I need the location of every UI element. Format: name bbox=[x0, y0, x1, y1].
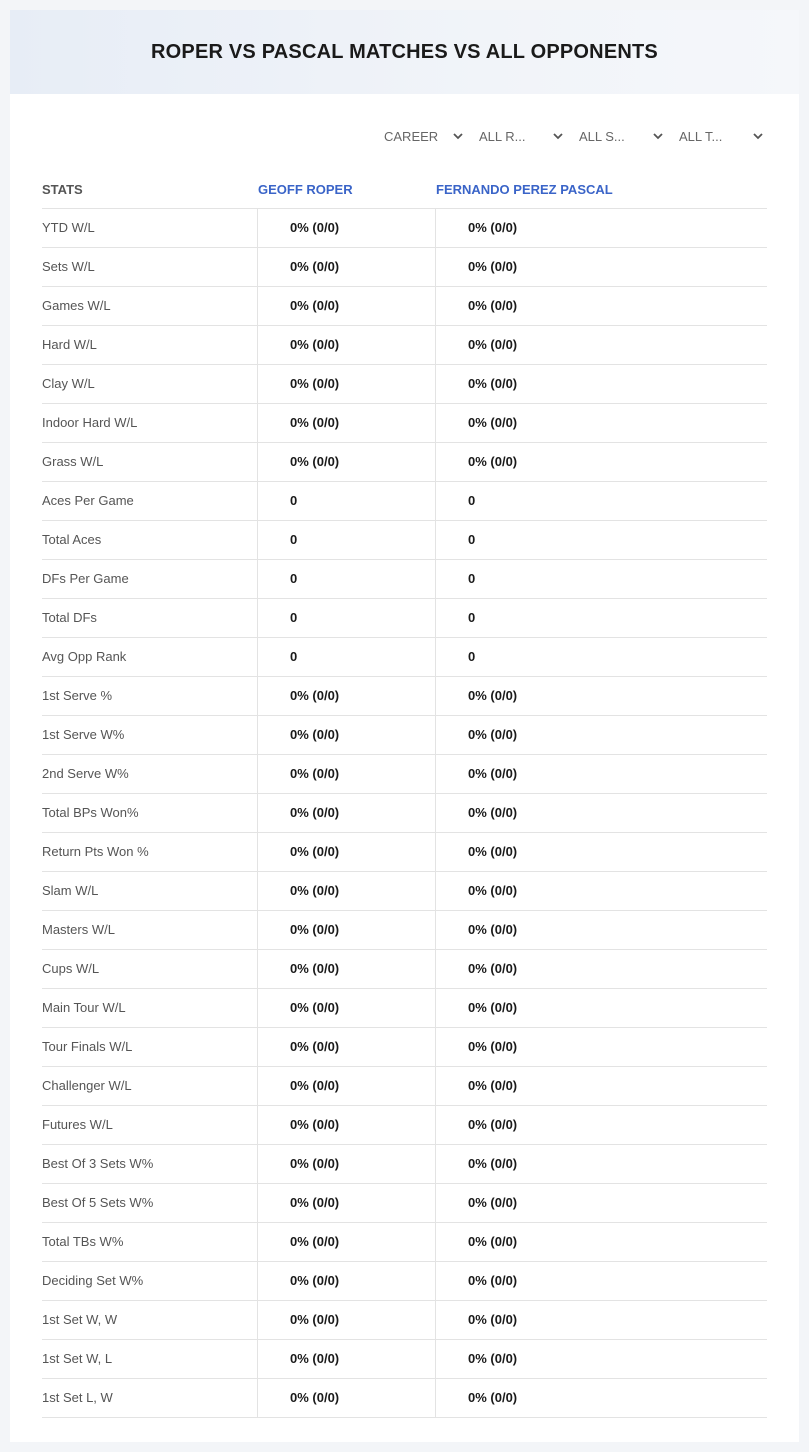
player2-value: 0% (0/0) bbox=[435, 794, 767, 832]
player2-value: 0% (0/0) bbox=[435, 1379, 767, 1417]
filter-label: ALL S... bbox=[579, 128, 625, 144]
stat-label: Best Of 3 Sets W% bbox=[42, 1156, 154, 1171]
table-row bbox=[42, 1184, 767, 1223]
player1-value: 0% (0/0) bbox=[257, 716, 434, 754]
player1-value: 0 bbox=[257, 521, 434, 559]
chevron-down-icon bbox=[452, 130, 464, 142]
player1-value: 0 bbox=[257, 560, 434, 598]
player2-value: 0 bbox=[435, 521, 767, 559]
stats-table bbox=[42, 208, 767, 1418]
filter-bar bbox=[10, 126, 799, 148]
table-row bbox=[42, 872, 767, 911]
stat-label: Total BPs Won% bbox=[42, 805, 139, 820]
table-row bbox=[42, 1340, 767, 1379]
table-row bbox=[42, 326, 767, 365]
player2-value: 0% (0/0) bbox=[435, 989, 767, 1027]
table-header bbox=[42, 170, 767, 208]
stat-label: 1st Set L, W bbox=[42, 1390, 113, 1405]
player1-value: 0% (0/0) bbox=[257, 833, 434, 871]
player1-value: 0% (0/0) bbox=[257, 1301, 434, 1339]
player2-value: 0% (0/0) bbox=[435, 365, 767, 403]
stat-label: Return Pts Won % bbox=[42, 844, 149, 859]
player1-value: 0% (0/0) bbox=[257, 443, 434, 481]
stat-label: Sets W/L bbox=[42, 259, 95, 274]
table-row bbox=[42, 365, 767, 404]
player2-value: 0% (0/0) bbox=[435, 755, 767, 793]
player2-value: 0% (0/0) bbox=[435, 287, 767, 325]
stat-label: Masters W/L bbox=[42, 922, 115, 937]
table-row bbox=[42, 794, 767, 833]
player1-value: 0% (0/0) bbox=[257, 794, 434, 832]
stats-card bbox=[10, 10, 799, 1442]
table-row bbox=[42, 716, 767, 755]
player1-value: 0% (0/0) bbox=[257, 287, 434, 325]
stat-label: Total TBs W% bbox=[42, 1234, 124, 1249]
table-row bbox=[42, 1067, 767, 1106]
player1-value: 0% (0/0) bbox=[257, 404, 434, 442]
stat-label: Cups W/L bbox=[42, 961, 100, 976]
table-row bbox=[42, 248, 767, 287]
player1-value: 0 bbox=[257, 599, 434, 637]
chevron-down-icon bbox=[552, 130, 564, 142]
table-row bbox=[42, 755, 767, 794]
player2-value: 0% (0/0) bbox=[435, 716, 767, 754]
stat-label: Tour Finals W/L bbox=[42, 1039, 133, 1054]
table-row bbox=[42, 1223, 767, 1262]
player1-value: 0% (0/0) bbox=[257, 950, 434, 988]
table-row bbox=[42, 521, 767, 560]
player2-value: 0 bbox=[435, 482, 767, 520]
player1-value: 0 bbox=[257, 482, 434, 520]
player2-value: 0% (0/0) bbox=[435, 404, 767, 442]
player2-value: 0% (0/0) bbox=[435, 326, 767, 364]
table-row bbox=[42, 1106, 767, 1145]
chevron-down-icon bbox=[652, 130, 664, 142]
column-header-player1-link[interactable]: GEOFF ROPER bbox=[258, 182, 353, 197]
stat-label: Futures W/L bbox=[42, 1117, 113, 1132]
table-row bbox=[42, 404, 767, 443]
player2-value: 0% (0/0) bbox=[435, 1184, 767, 1222]
player1-value: 0% (0/0) bbox=[257, 911, 434, 949]
table-row bbox=[42, 677, 767, 716]
stat-label: Best Of 5 Sets W% bbox=[42, 1195, 154, 1210]
filter-tournament-select[interactable] bbox=[679, 126, 764, 146]
stat-label: Grass W/L bbox=[42, 454, 104, 469]
table-row bbox=[42, 1145, 767, 1184]
stat-label: 1st Set W, W bbox=[42, 1312, 118, 1327]
filter-surface-select[interactable] bbox=[579, 126, 664, 146]
player2-value: 0% (0/0) bbox=[435, 1301, 767, 1339]
table-row bbox=[42, 638, 767, 677]
column-header-stats: STATS bbox=[42, 182, 83, 197]
stat-label: Avg Opp Rank bbox=[42, 649, 127, 664]
table-row bbox=[42, 911, 767, 950]
stat-label: Total Aces bbox=[42, 532, 102, 547]
filter-period-select[interactable] bbox=[384, 126, 464, 146]
stat-label: DFs Per Game bbox=[42, 571, 129, 586]
player1-value: 0% (0/0) bbox=[257, 755, 434, 793]
stat-label: 2nd Serve W% bbox=[42, 766, 129, 781]
player1-value: 0% (0/0) bbox=[257, 989, 434, 1027]
table-row bbox=[42, 1262, 767, 1301]
table-row bbox=[42, 950, 767, 989]
player1-value: 0% (0/0) bbox=[257, 1145, 434, 1183]
stat-label: Hard W/L bbox=[42, 337, 97, 352]
player2-value: 0 bbox=[435, 560, 767, 598]
table-row bbox=[42, 287, 767, 326]
player2-value: 0% (0/0) bbox=[435, 1106, 767, 1144]
player2-value: 0% (0/0) bbox=[435, 677, 767, 715]
table-row bbox=[42, 599, 767, 638]
chevron-down-icon bbox=[752, 130, 764, 142]
card-header bbox=[10, 10, 799, 94]
table-row bbox=[42, 1028, 767, 1067]
table-row bbox=[42, 1301, 767, 1340]
player1-value: 0% (0/0) bbox=[257, 248, 434, 286]
stat-label: Main Tour W/L bbox=[42, 1000, 126, 1015]
filter-label: ALL T... bbox=[679, 128, 723, 144]
player2-value: 0% (0/0) bbox=[435, 1340, 767, 1378]
column-header-player2-link[interactable]: FERNANDO PEREZ PASCAL bbox=[436, 182, 613, 197]
table-row bbox=[42, 209, 767, 248]
player2-value: 0% (0/0) bbox=[435, 1262, 767, 1300]
player1-value: 0 bbox=[257, 638, 434, 676]
stat-label: Aces Per Game bbox=[42, 493, 134, 508]
player2-value: 0% (0/0) bbox=[435, 1028, 767, 1066]
stat-label: Indoor Hard W/L bbox=[42, 415, 138, 430]
table-row bbox=[42, 482, 767, 521]
stat-label: Clay W/L bbox=[42, 376, 95, 391]
player2-value: 0% (0/0) bbox=[435, 950, 767, 988]
table-row bbox=[42, 833, 767, 872]
player2-value: 0% (0/0) bbox=[435, 209, 767, 247]
stat-label: Games W/L bbox=[42, 298, 111, 313]
player2-value: 0% (0/0) bbox=[435, 833, 767, 871]
player2-value: 0% (0/0) bbox=[435, 1067, 767, 1105]
player1-value: 0% (0/0) bbox=[257, 677, 434, 715]
player1-value: 0% (0/0) bbox=[257, 872, 434, 910]
player1-value: 0% (0/0) bbox=[257, 326, 434, 364]
filter-round-select[interactable] bbox=[479, 126, 564, 146]
player2-value: 0% (0/0) bbox=[435, 1223, 767, 1261]
stat-label: Deciding Set W% bbox=[42, 1273, 144, 1288]
player2-value: 0 bbox=[435, 599, 767, 637]
player2-value: 0% (0/0) bbox=[435, 872, 767, 910]
player1-value: 0% (0/0) bbox=[257, 1262, 434, 1300]
player1-value: 0% (0/0) bbox=[257, 1379, 434, 1417]
stat-label: 1st Serve W% bbox=[42, 727, 125, 742]
stat-label: 1st Serve % bbox=[42, 688, 113, 703]
stat-label: YTD W/L bbox=[42, 220, 95, 235]
player1-value: 0% (0/0) bbox=[257, 1067, 434, 1105]
player1-value: 0% (0/0) bbox=[257, 1223, 434, 1261]
table-row bbox=[42, 443, 767, 482]
player1-value: 0% (0/0) bbox=[257, 1340, 434, 1378]
player1-value: 0% (0/0) bbox=[257, 1106, 434, 1144]
stat-label: Challenger W/L bbox=[42, 1078, 132, 1093]
player2-value: 0% (0/0) bbox=[435, 1145, 767, 1183]
player2-value: 0% (0/0) bbox=[435, 443, 767, 481]
filter-label: CAREER bbox=[384, 128, 439, 144]
stat-label: Slam W/L bbox=[42, 883, 99, 898]
player1-value: 0% (0/0) bbox=[257, 1028, 434, 1066]
player2-value: 0% (0/0) bbox=[435, 911, 767, 949]
table-row bbox=[42, 989, 767, 1028]
player1-value: 0% (0/0) bbox=[257, 1184, 434, 1222]
table-row bbox=[42, 1379, 767, 1418]
stat-label: Total DFs bbox=[42, 610, 97, 625]
player1-value: 0% (0/0) bbox=[257, 365, 434, 403]
player2-value: 0% (0/0) bbox=[435, 248, 767, 286]
table-row bbox=[42, 560, 767, 599]
filter-label: ALL R... bbox=[479, 128, 526, 144]
player1-value: 0% (0/0) bbox=[257, 209, 434, 247]
page-title: ROPER VS PASCAL MATCHES VS ALL OPPONENTS bbox=[151, 40, 658, 63]
player2-value: 0 bbox=[435, 638, 767, 676]
stat-label: 1st Set W, L bbox=[42, 1351, 113, 1366]
